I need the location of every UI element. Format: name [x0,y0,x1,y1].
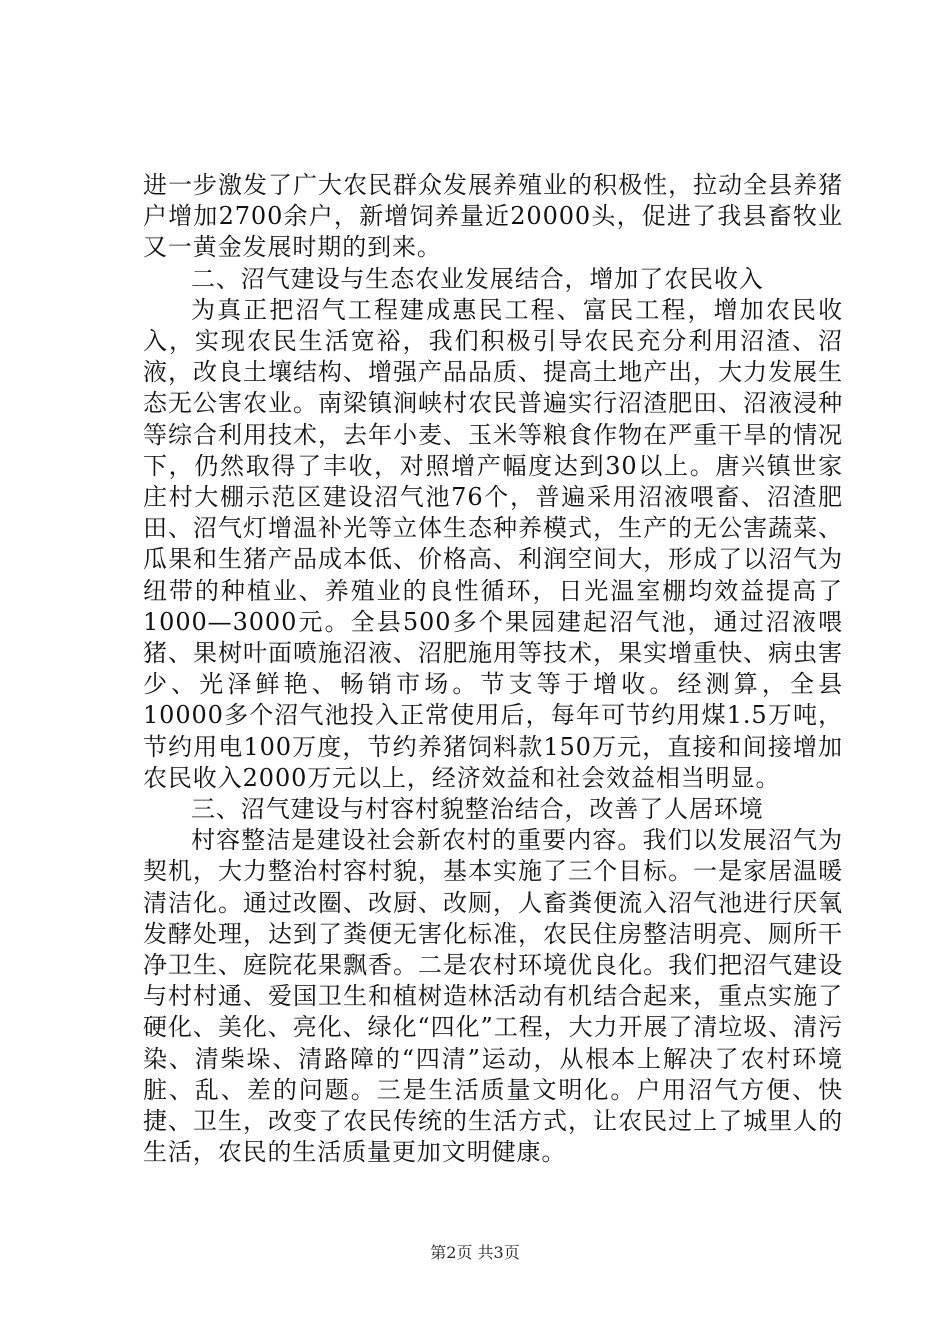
document-body [143,170,843,1169]
section-heading-3: 三、沼气建设与村容村貌整治结合，改善了人居环境 [191,795,764,824]
paragraph-income: 为真正把沼气工程建成惠民工程、富民工程，增加农民收入，实现农民生活宽裕，我们积极引导农民充分利用沼渣、沼液，改良土壤结构、增强产品品质、提高土地产出，大力发展生态无公害农业。南梁镇涧峡村农民普遍实行沼渣肥田、沼液浸种等综合利用技术，去年小麦、玉米等粮食作物在严重干旱的情况下，仍然取得了丰收，对照增产幅度达到30以上。唐兴镇世家庄村大棚示范区建设沼气池76个，普遍采用沼液喂畜、沼渣肥田、沼气灯增温补光等立体生态种养模式，生产的无公害蔬菜、瓜果和生猪产品成本低、价格高、利润空间大，形成了以沼气为纽带的种植业、养殖业的良性循环，日光温室棚均效益提高了1000—3000元。全县500多个果园建起沼气池，通过沼液喂猪、果树叶面喷施沼液、沼肥施用等技术，果实增重快、病虫害少、光泽鲜艳、畅销市场。节支等于增收。经测算，全县10000多个沼气池投入正常使用后，每年可节约用煤1.5万吨，节约用电100万度，节约养猪饲料款150万元，直接和间接增加农民收入2000万元以上，经济效益和社会效益相当明显。 [143,295,843,792]
paragraph-environment: 村容整洁是建设社会新农村的重要内容。我们以发展沼气为契机，大力整治村容村貌，基本实施了三个目标。一是家居温暖清洁化。通过改圈、改厨、改厕，人畜粪便流入沼气池进行厌氧发酵处理，达到了粪便无害化标准，农民住房整洁明亮、厕所干净卫生、庭院花果飘香。二是农村环境优良化。我们把沼气建设与村村通、爱国卫生和植树造林活动有机结合起来，重点实施了硬化、美化、亮化、绿化“四化”工程，大力开展了清垃圾、清污染、清柴垛、清路障的“四清”运动，从根本上解决了农村环境脏、乱、差的问题。三是生活质量文明化。户用沼气方便、快捷、卫生，改变了农民传统的生活方式，让农民过上了城里人的生活，农民的生活质量更加文明健康。 [143,826,843,1167]
page-number-footer: 第2页 共3页 [430,1243,520,1262]
section-heading-2: 二、沼气建设与生态农业发展结合，增加了农民收入 [191,264,764,293]
paragraph-continuation: 进一步激发了广大农民群众发展养殖业的积极性，拉动全县养猪户增加2700余户，新增饲养量近20000头，促进了我县畜牧业又一黄金发展时期的到来。 [143,171,843,262]
